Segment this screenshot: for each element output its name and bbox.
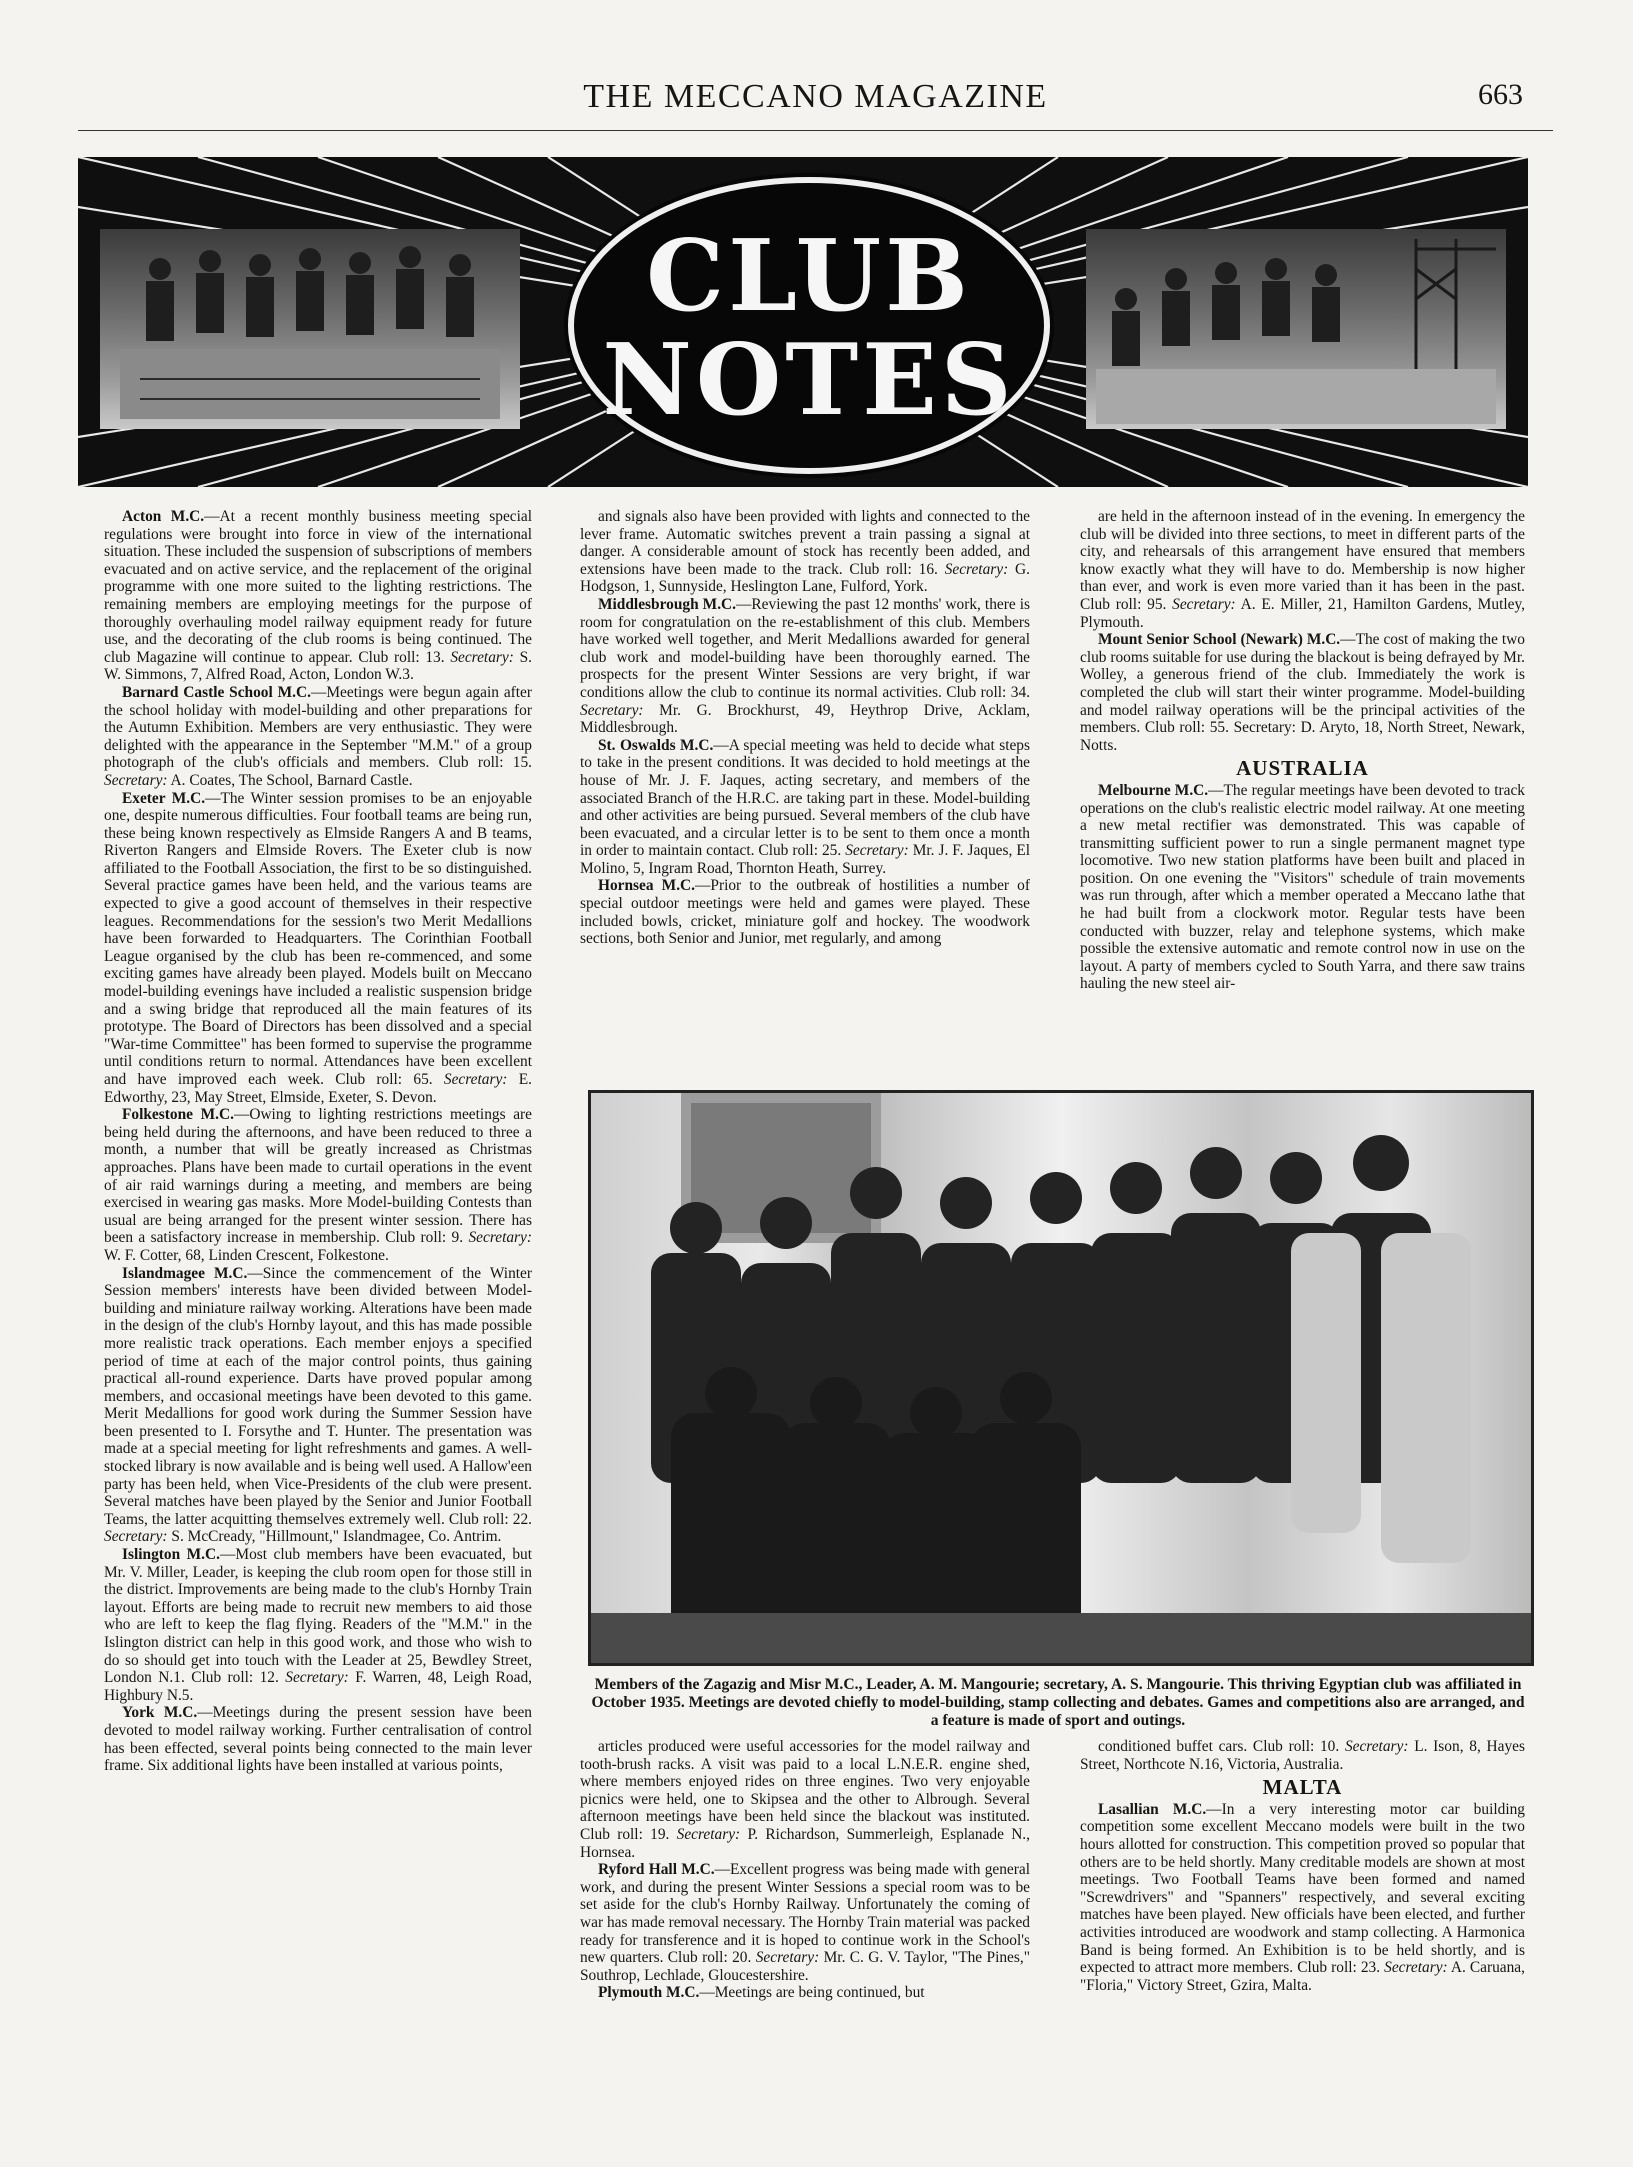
club-note [1080,631,1525,754]
column-3-lower-australia [1080,1738,1525,1773]
column-3 [1080,508,1525,993]
club-note-text: —Reviewing the past 12 months' work, there is room for congratulation on the re-establishment of this club. Members have worked well together, and Merit Medallions awarded for general club work and model-building have been thoroughly earned. The prospects for the present Winter Sessions are very bright, if war conditions allow the club to continue its normal activities. Club roll: 34. [580,595,1030,701]
club-note-text: —At a recent monthly business meeting special regulations were brought into force in view of the international situation. These included the suspension of subscriptions of members evacuated and on active service, and the replacement of the original programme with one more suited to the lighting restrictions. The remaining members are employing meetings for the purpose of thoroughly overhauling model railway equipment ready for future use, and the decorating of the club rooms is being continued. The club Magazine will continue to appear. Club roll: 13. [104,508,533,666]
page-header [78,78,1553,131]
secretary-label: Secretary: [1344,1738,1409,1755]
secretary-address: A. E. Miller, 21, Hamilton Gardens, Mutley, Plymouth. [1080,595,1525,631]
club-name: Ryford Hall M.C. [598,1861,715,1879]
secretary-label: Secretary: [104,1528,168,1546]
secretary-address: F. Warren, 48, Leigh Road, Highbury N.5. [104,1669,532,1704]
club-note-text: —Meetings are being continued, but [699,1984,925,2002]
column-1 [104,508,532,1775]
club-note-text: —Meetings during the present session have been devoted to model railway working. Further centralisation of control has been effected, several points being connected to the main lever frame. Six additional lights have been installed at various points, [104,1704,532,1775]
column-3-australia [1080,782,1525,993]
club-note-text: —Excellent progress was being made with general work, and during the present Winter Sessions a special room was to be set aside for the club's Hornby Railway. Unfortunately the coming of war has made removal necessary. The Hornby Train material was packed ready for transference and it is hoped to continue work in the School's new quarters. Club roll: 20. [580,1861,1031,1967]
photo-caption: Members of the Zagazig and Misr M.C., Leader, A. M. Mangourie; secretary, A. S. Mangourie. This thriving Egyptian club was affiliated in October 1935. Meetings are devoted chiefly to model-building, stamp collecting and debates. Games and competitions also are arranged, and a feature is made of sport and outings. [591,1676,1525,1729]
secretary-address: E. Edworthy, 23, May Street, Elmside, Exeter, S. Devon. [104,1071,532,1106]
club-note [104,790,532,1107]
secretary-address: S. McCready, "Hillmount," Islandmagee, Co. Antrim. [167,1528,502,1546]
club-note [104,508,532,684]
club-note-text: —Since the commencement of the Winter Session members' interests have been divided between Model-building and miniature railway working. Alterations have been made in the design of the club's Hornby layout, and this has made possible more realistic track operations. Each member enjoys a specified period of time at each of the major control points, thus gaining practical all-round experience. Darts have proved popular among members, and occasional meetings have been devoted to this game. Merit Medallions for good work during the Summer Session have been presented to I. Forsythe and T. Hunter. The presentation was made at a special meeting for light refreshments and games. A well-stocked library is now available and is being well used. A Hallow'een party has been held, when Vice-Presidents of the club were present. Several matches have been played by the Senior and Junior Football Teams, the latter acquitting themselves extremely well. Club roll: 22. [104,1264,532,1528]
club-note-text: —In a very interesting motor car building competition some excellent Meccano models were built in the two hours allotted for construction. This competition proved so popular that others are to be held shortly. Many creditable models are shown at most meetings. Two Football Teams have been formed and named "Screwdrivers" and "Spanners" respectively, and several exciting matches have been played. New officials have been elected, and further activities introduced are woodwork and stamp collecting. A Harmonica Band is being formed. An Exhibition is to be held shortly, and is expected to attract more members. Club roll: 23. [1080,1800,1525,1977]
banner-title-club: CLUB [646,219,972,334]
club-note [104,1265,532,1547]
club-note [104,1106,532,1264]
club-name: Folkestone M.C. [122,1106,234,1124]
secretary-label: Secretary: [468,1229,532,1247]
column-3-lower-malta [1080,1801,1525,1995]
secretary-label: Secretary: [845,842,909,860]
secretary-address: A. Caruana, "Floria," Victory Street, Gzira, Malta. [1080,1959,1525,1994]
club-note-text: —Meetings were begun again after the school holiday with model-building and other preparations for the Autumn Exhibition. Members are very enthusiastic. They were delighted with the appearance in the September "M.M." of a group photograph of the club's officials and members. Club roll: 15. [104,683,533,772]
club-note [580,1984,1030,2002]
club-name: Plymouth M.C. [598,1984,700,2002]
page-number: 663 [1478,78,1523,111]
club-note-text: conditioned buffet cars. Club roll: 10. [1098,1738,1340,1755]
club-note [580,1861,1030,1984]
column-2 [580,508,1030,948]
club-note-text: and signals also have been provided with lights and connected to the lever frame. Automatic switches prevent a train passing a signal at danger. A considerable amount of stock has recently been added, and extensions have been made to the track. Club roll: 16. [580,508,1030,578]
club-note-text: —Owing to lighting restrictions meetings are being held during the afternoons, and have been reduced to three a month, a number that will be greatly increased as Christmas approaches. Plans have been made to curtail operations in the event of air raid warnings during a meeting, and members are being exercised in wearing gas masks. More Model-building Contests than usual are being arranged for the present winter session. There has been a satisfactory increase in membership. Club roll: 9. [104,1106,532,1247]
club-note [580,737,1030,878]
club-name: Islington M.C. [122,1546,220,1564]
club-note [580,596,1030,737]
heading-australia: AUSTRALIA [1236,756,1369,781]
club-note [104,684,532,790]
secretary-address: Mr. C. G. V. Taylor, "The Pines," Southrop, Lechlade, Gloucestershire. [580,1949,1030,1984]
club-name: Barnard Castle School M.C. [122,683,311,701]
club-name: Melbourne M.C. [1098,781,1209,799]
club-note-text: —A special meeting was held to decide what steps to take in the present conditions. It was decided to hold meetings at the house of Mr. J. F. Jaques, acting secretary, and members of the associated Branch of the H.R.C. are taking part in these. Model-building and other activities are being pursued. Several members of the club have been evacuated, and a circular letter is to be sent to them once a month in order to maintain contact. Club roll: 25. [580,736,1030,860]
club-name: Lasallian M.C. [1098,1800,1207,1818]
secretary-address: A. Coates, The School, Barnard Castle. [167,771,413,789]
club-note-text: articles produced were useful accessories for the model railway and tooth-brush racks. A visit was paid to a local L.N.E.R. engine shed, where members enjoyed rides on three engines. Two very enjoyable picnics were held, one to Skipsea and the other to Albrough. Several afternoon meetings have been held since the blackout was instituted. Club roll: 19. [580,1738,1030,1843]
club-note-text: —The Winter session promises to be an enjoyable one, despite numerous difficulties. Four football teams are being run, these being known respectively as Elmside Rangers A and B teams, Riverton Rangers and Elmside Rovers. The Exeter club is now affiliated to the Football Association, the first to be so distinguished. Several practice games have been held, and the various teams are expected to give a good account of themselves in their respective leagues. Recommendations for the session's two Merit Medallions have been forwarded to Headquarters. The Corinthian Football League organised by the club has been re-commenced, and some exciting games have already been played. Models built on Meccano model-building evenings have included a realistic suspension bridge and a swing bridge that reproduced all the main features of its prototype. The Board of Directors has been dissolved and a special "War-time Committee" has been formed to supervise the programme until conditions return to normal. Attendances have been excellent and have improved each week. Club roll: 65. [104,789,532,1088]
secretary-address: Mr. G. Brockhurst, 49, Heythrop Drive, Acklam, Middlesbrough. [580,701,1030,737]
secretary-label: Secretary: [104,771,168,789]
secretary-label: Secretary: [580,701,644,719]
club-name: Acton M.C. [122,508,205,525]
secretary-address: G. Hodgson, 1, Sunnyside, Heslington Lane, Fulford, York. [580,560,1030,596]
secretary-address: P. Richardson, Summerleigh, Esplanade N., Hornsea. [580,1825,1030,1861]
club-name: St. Oswalds M.C. [598,736,714,754]
secretary-label: Secretary: [1384,1959,1448,1977]
club-note [1080,508,1525,631]
secretary-label: Secretary: [443,1071,508,1088]
club-note-text: —The cost of making the two club rooms suitable for use during the blackout is being defrayed by Mr. Wolley, a generous friend of the club. Immediately the work is completed the club will start their winter programme. Model-building and model railway operations will be the principal activities of the members. Club roll: 55. Secretary: D. Aryto, 18, North Street, Newark, Notts. [1080,631,1525,754]
group-photo-zagazig-misr [588,1090,1534,1666]
club-note-text: are held in the afternoon instead of in the evening. In emergency the club will be divided into three sections, to meet in different parts of the city, and rehearsals of this arrangement have ensured that members know exactly what they will have to do. Membership is now higher than ever, and work is even more varied than it has been in the past. Club roll: 95. [1080,508,1525,613]
club-note [1080,1738,1525,1773]
banner-photo-left [100,229,520,429]
club-notes-banner [78,157,1528,487]
secretary-label: Secretary: [1172,595,1236,613]
secretary-address: W. F. Cotter, 68, Linden Crescent, Folkestone. [104,1246,389,1264]
club-name: Mount Senior School (Newark) M.C. [1098,631,1341,649]
club-note [580,877,1030,947]
club-note [580,1738,1030,1861]
secretary-address: L. Ison, 8, Hayes Street, Northcote N.16, Victoria, Australia. [1080,1738,1525,1773]
heading-malta: MALTA [1262,1775,1343,1800]
club-note [1080,782,1525,993]
banner-photo-right [1086,229,1506,429]
secretary-label: Secretary: [285,1669,349,1687]
secretary-label: Secretary: [450,648,514,666]
banner-title-notes: NOTES [602,323,1016,438]
club-name: Exeter M.C. [122,789,206,807]
club-name: Middlesbrough M.C. [598,595,737,613]
club-note-text: —The regular meetings have been devoted to track operations on the club's realistic electric model railway. At one meeting a new metal rectifier was demonstrated. This was capable of transmitting sufficient power to run a single permanent magnet type locomotive. Two new station platforms have been built and placed in position. On one evening the "Visitors" schedule of train movements was run through, after which a member operated a Meccano lathe that he had built from a clockwork motor. Regular tests have been conducted with buzzer, relay and telephone systems, which make possible the extensive automatic and remote control now in use on the layout. A party of members cycled to South Yarra, and there saw trains hauling the new steel air- [1080,781,1526,993]
secretary-address: Mr. J. F. Jaques, El Molino, 5, Ingram Road, Thornton Heath, Surrey. [580,842,1030,877]
club-note [1080,1801,1525,1995]
club-name: Hornsea M.C. [598,877,696,895]
secretary-label: Secretary: [676,1825,741,1843]
club-note-text: —Most club members have been evacuated, but Mr. V. Miller, Leader, is keeping the club room open for those still in the district. Improvements are being made to the club's Hornby Train layout. Efforts are being made to recruit new members to aid those who are left to keep the flag flying. Readers of the "M.M." in the Islington district can help in this good work, and those who wish to do so should get into touch with the Leader at 25, Bewdley Street, London N.1. Club roll: 12. [104,1546,532,1687]
magazine-title: THE MECCANO MAGAZINE [583,78,1048,115]
secretary-label: Secretary: [944,560,1009,578]
club-note [104,1546,532,1704]
column-3-lower [1080,1738,1525,1994]
secretary-address: S. W. Simmons, 7, Alfred Road, Acton, London W.3. [104,648,532,684]
title-oval [568,177,1050,474]
column-3-england [1080,508,1525,754]
club-note [104,1704,532,1774]
column-2-lower [580,1738,1030,2002]
club-note [580,508,1030,596]
secretary-label: Secretary: [755,1949,820,1967]
club-note-text: —Prior to the outbreak of hostilities a number of special outdoor meetings were held and games were played. These included bowls, cricket, miniature golf and hockey. The woodwork sections, both Senior and Junior, met regularly, and among [580,877,1030,948]
club-name: Islandmagee M.C. [122,1264,248,1282]
club-name: York M.C. [122,1704,198,1722]
